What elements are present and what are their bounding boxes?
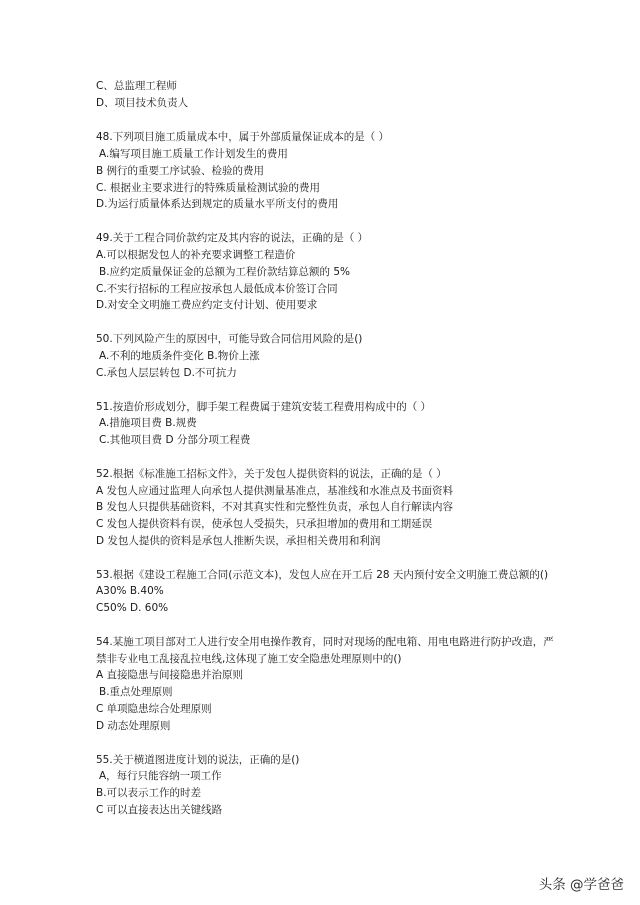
question-50: 50.下列风险产生的原因中，可能导致合同信用风险的是(): [96, 333, 363, 345]
option-b-54: B.重点处理原则: [99, 686, 173, 698]
option-c-49: C.不实行招标的工程应按承包人最低成本价签订合同: [96, 283, 338, 295]
option-c-54: C 单项隐患综合处理原则: [96, 703, 212, 715]
option-a-49: A.可以根据发包人的补充要求调整工程造价: [96, 249, 296, 261]
options-cd-53: C50% D. 60%: [96, 602, 169, 614]
option-c-55: C 可以直接表达出关键线路: [96, 804, 223, 816]
options-ab-51: A.措施项目费 B.规费: [99, 417, 197, 429]
option-c-47: C、总监理工程师: [96, 80, 177, 92]
option-d-47: D、项目技术负责人: [96, 97, 189, 109]
options-cd-50: C.承包人层层转包 D.不可抗力: [96, 367, 237, 379]
question-49: 49.关于工程合同价款约定及其内容的说法，正确的是（ ）: [96, 232, 369, 244]
option-b-48: B 例行的重要工序试验、检验的费用: [96, 165, 265, 177]
options-ab-53: A30% B.40%: [96, 585, 164, 597]
option-a-52: A 发包人应通过监理人向承包人提供测量基准点，基准线和水准点及书面资料: [96, 485, 454, 497]
option-b-52: B 发包人只提供基础资料，不对其真实性和完整性负责，承包人自行解读内容: [96, 501, 454, 513]
option-d-54: D 动态处理原则: [96, 720, 171, 732]
watermark: 头条 @学爸爸: [538, 877, 624, 893]
option-d-48: D.为运行质量体系达到规定的质量水平所支付的费用: [96, 198, 339, 210]
question-55: 55.关于横道图进度计划的说法，正确的是(): [96, 754, 300, 766]
option-a-55: A，每行只能容纳一项工作: [99, 770, 222, 782]
option-a-48: A.编写项目施工质量工作计划发生的费用: [99, 148, 288, 160]
question-53: 53.根据《建设工程施工合同(示范文本)，发包人应在开工后 28 天内预付安全文明施工费总额的(): [96, 569, 549, 581]
option-d-49: D.对安全文明施工费应约定支付计划、使用要求: [96, 299, 318, 311]
option-d-52: D 发包人提供的资料是承包人推断失误，承担相关费用和利润: [96, 535, 381, 547]
options-ab-50: A.不利的地质条件变化 B.物价上涨: [99, 350, 260, 362]
question-54: 54.某施工项目部对工人进行安全用电操作教育，同时对现场的配电箱、用电电路进行防护改造，严: [96, 636, 554, 648]
option-a-54: A 直接隐患与间接隐患并治原则: [96, 669, 244, 681]
option-c-48: C. 根据业主要求进行的特殊质量检测试验的费用: [96, 182, 321, 194]
question-54-cont: 禁非专业电工乱接乱拉电线,这体现了施工安全隐患处理原则中的(): [96, 653, 402, 665]
question-51: 51.按造价形成划分，脚手架工程费属于建筑安装工程费用构成中的（ ）: [96, 401, 432, 413]
question-48: 48.下列项目施工质量成本中，属于外部质量保证成本的是（ ）: [96, 131, 390, 143]
option-b-55: B.可以表示工作的时差: [96, 787, 202, 799]
option-b-49: B.应约定质量保证金的总额为工程价款结算总额的 5%: [99, 266, 351, 278]
option-c-52: C 发包人提供资料有误，使承包人受损失，只承担增加的费用和工期延误: [96, 518, 433, 530]
question-52: 52.根据《标准施工招标文件》，关于发包人提供资料的说法，正确的是（ ）: [96, 468, 447, 480]
options-cd-51: C.其他项目费 D 分部分项工程费: [99, 434, 251, 446]
